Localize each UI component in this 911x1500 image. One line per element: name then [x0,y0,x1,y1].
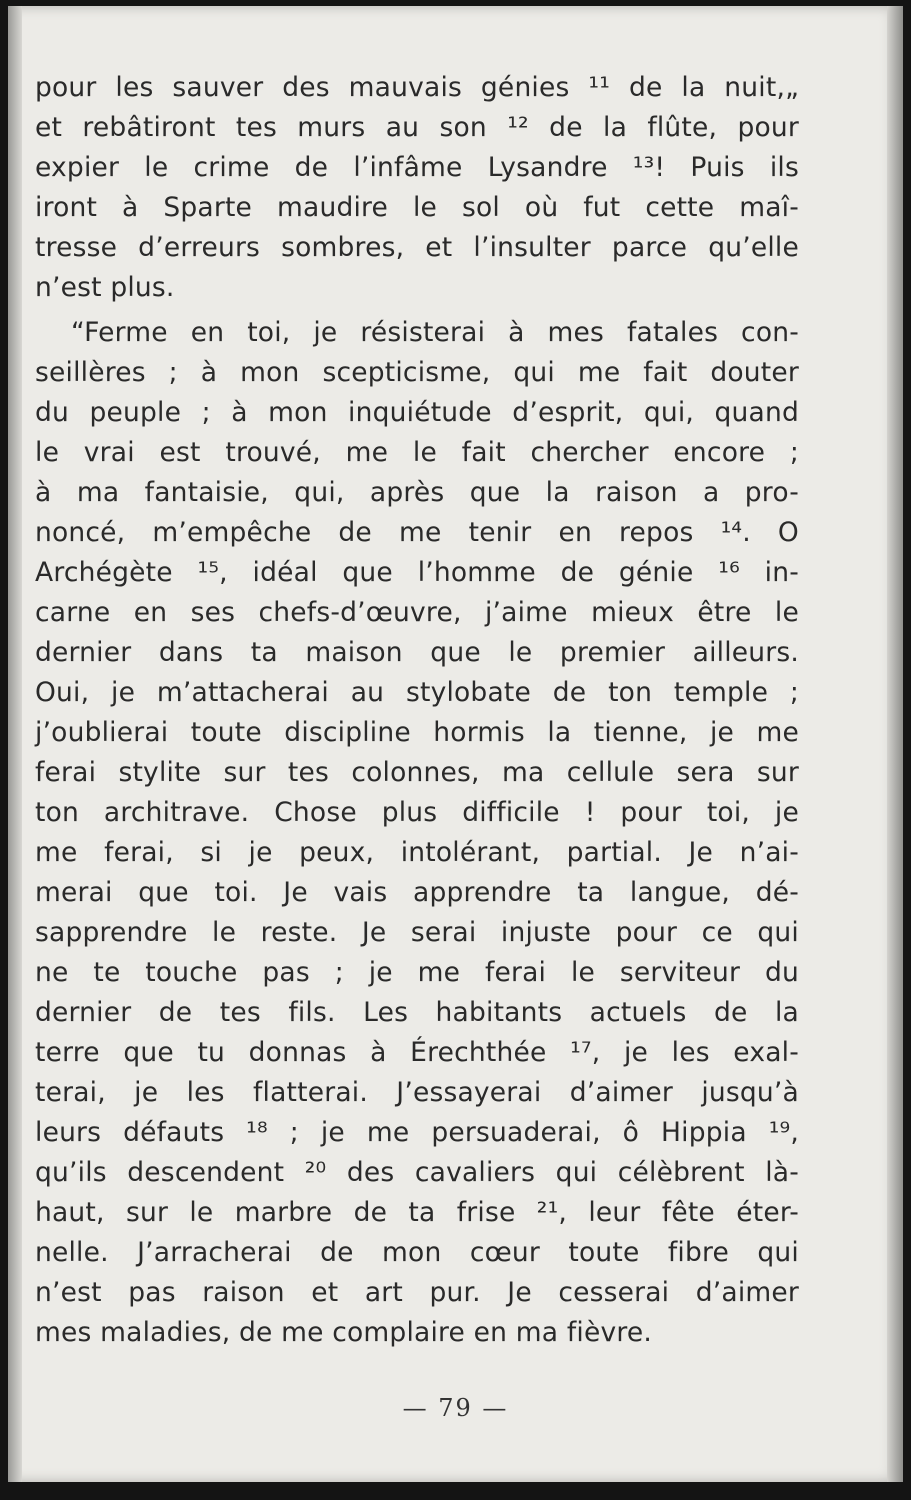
page-number: — 79 — [402,1394,509,1422]
text-line: j’oublierai toute discipline hormis la tienne, je me [35,717,799,748]
paragraph-1 [35,68,799,308]
text-line: sapprendre le reste. Je serai injuste pour ce qui [35,917,799,948]
text-line: Oui, je m’attacherai au stylobate de ton temple ; [35,677,799,708]
page-outer-edge [887,6,903,1482]
text-line: et rebâtiront tes murs au son ¹² de la flûte, pour [35,112,799,143]
book-page [8,6,903,1482]
text-line: “Ferme en toi, je résisterai à mes fatales con- [71,317,799,348]
text-line: n’est plus. [35,272,175,303]
text-line: noncé, m’empêche de me tenir en repos ¹⁴. O [35,517,799,548]
text-line: expier le crime de l’infâme Lysandre ¹³! Puis ils [35,152,799,183]
text-line: carne en ses chefs-d’œuvre, j’aime mieux être le [35,597,799,628]
body-text [35,68,799,1358]
text-line: me ferai, si je peux, intolérant, partial. Je n’ai- [35,837,799,868]
text-line: terre que tu donnas à Érechthée ¹⁷, je les exal- [35,1037,799,1068]
page-binding-edge [8,6,22,1482]
text-line: tresse d’erreurs sombres, et l’insulter parce qu’elle [35,232,799,263]
text-line: seillères ; à mon scepticisme, qui me fait douter [35,357,799,388]
text-line: à ma fantaisie, qui, après que la raison a pro- [35,477,799,508]
text-line: ton architrave. Chose plus difficile ! pour toi, je [35,797,799,828]
text-line: leurs défauts ¹⁸ ; je me persuaderai, ô Hippia ¹⁹, [35,1117,799,1148]
text-line: mes maladies, de me complaire en ma fièvre. [35,1317,652,1348]
text-line: iront à Sparte maudire le sol où fut cette maî- [35,192,799,223]
text-line: n’est pas raison et art pur. Je cesserai d’aimer [35,1277,799,1308]
text-line: dernier dans ta maison que le premier ailleurs. [35,637,799,668]
text-line: du peuple ; à mon inquiétude d’esprit, qui, quand [35,397,799,428]
text-line: ne te touche pas ; je me ferai le serviteur du [35,957,799,988]
text-line: dernier de tes fils. Les habitants actuels de la [35,997,799,1028]
text-line: pour les sauver des mauvais génies ¹¹ de la nuit,„ [35,72,799,103]
text-line: haut, sur le marbre de ta frise ²¹, leur fête éter- [35,1197,799,1228]
text-line: ferai stylite sur tes colonnes, ma cellule sera sur [35,757,799,788]
paragraph-2 [35,313,799,1353]
text-line: merai que toi. Je vais apprendre ta langue, dé- [35,877,799,908]
text-line: nelle. J’arracherai de mon cœur toute fibre qui [35,1237,799,1268]
text-line: Archégète ¹⁵, idéal que l’homme de génie ¹⁶ in- [35,557,799,588]
text-line: qu’ils descendent ²⁰ des cavaliers qui célèbrent là- [35,1157,799,1188]
text-line: terai, je les flatterai. J’essayerai d’aimer jusqu’à [35,1077,799,1108]
text-line: le vrai est trouvé, me le fait chercher encore ; [35,437,799,468]
